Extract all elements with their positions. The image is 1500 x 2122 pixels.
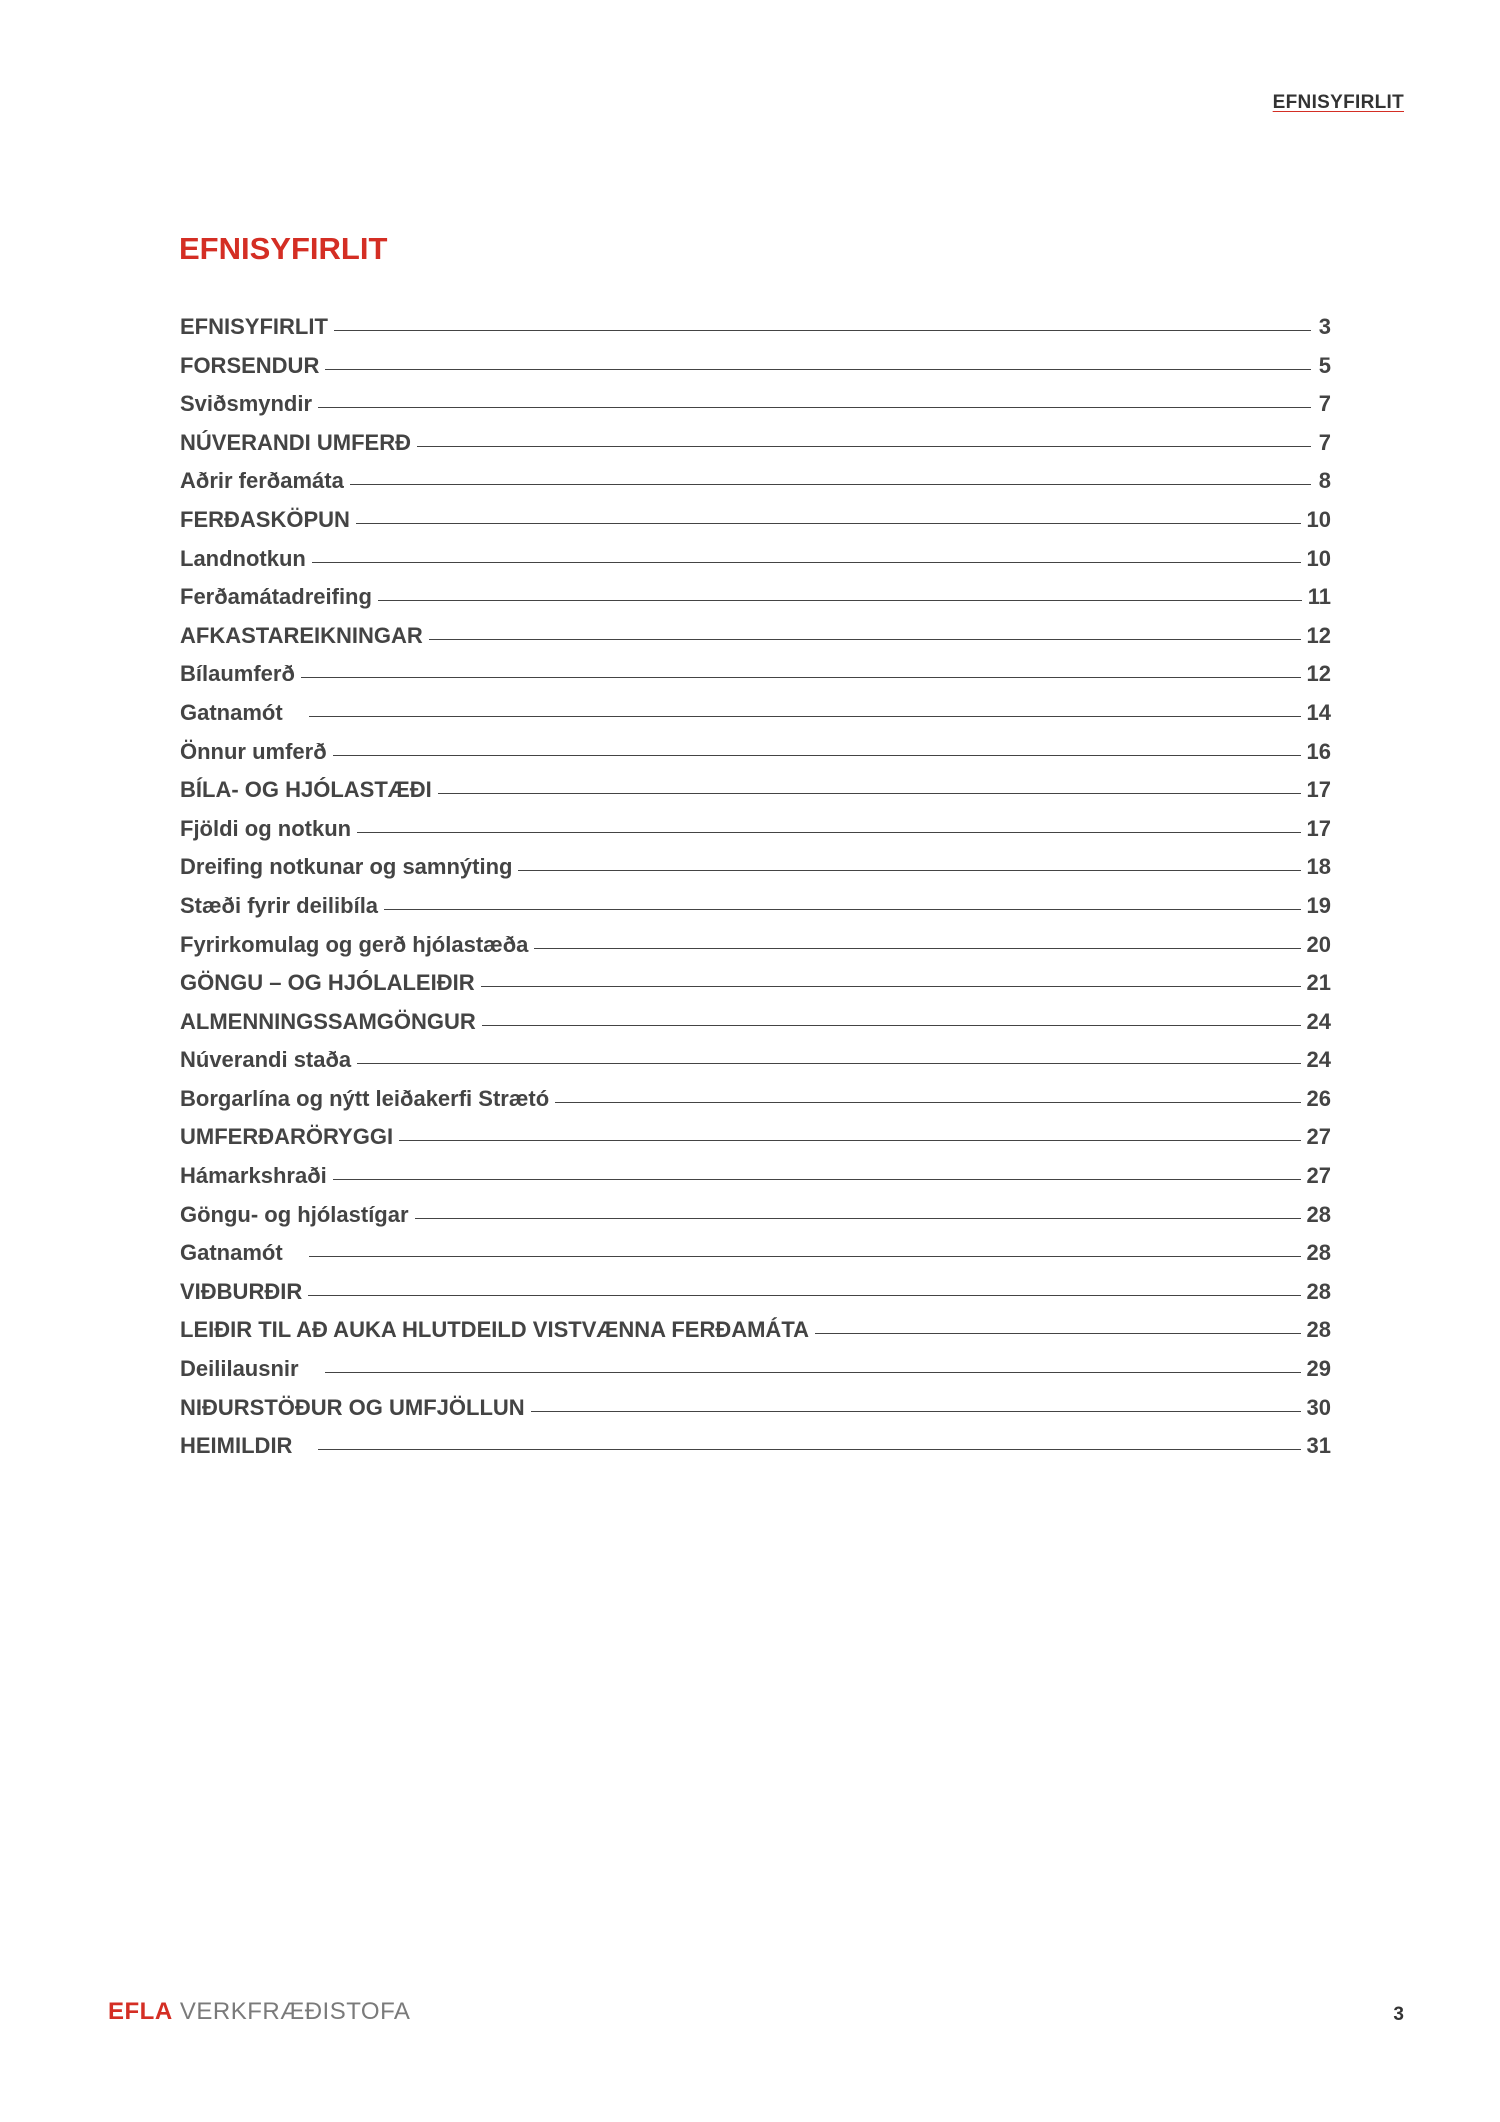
toc-entry-label: Stæði fyrir deilibíla (180, 892, 379, 918)
toc-leader-line (318, 407, 1311, 408)
toc-leader-line (429, 639, 1301, 640)
toc-entry[interactable] (180, 1279, 1331, 1318)
toc-leader-line (333, 755, 1301, 756)
toc-leader-line (301, 677, 1301, 678)
toc-leader-line (325, 1372, 1301, 1373)
toc-entry-label: Fyrirkomulag og gerð hjólastæða (180, 931, 529, 957)
toc-leader-line (309, 1256, 1301, 1257)
toc-entry[interactable] (180, 661, 1331, 700)
toc-entry[interactable] (180, 314, 1331, 353)
toc-entry-page: 7 (1318, 391, 1331, 417)
toc-entry-label: NÚVERANDI UMFERÐ (180, 429, 411, 455)
toc-entry-page: 21 (1306, 970, 1331, 996)
toc-entry-label: Hámarkshraði (180, 1163, 327, 1189)
toc-entry-page: 3 (1318, 314, 1331, 339)
toc-entry-label: Ferðamátadreifing (180, 584, 372, 610)
toc-entry-label: Gatnamót (180, 1240, 283, 1266)
toc-entry-page: 12 (1306, 661, 1331, 687)
table-of-contents (180, 314, 1331, 1472)
toc-entry[interactable] (180, 1433, 1331, 1472)
toc-entry-page: 17 (1306, 815, 1331, 841)
toc-entry[interactable] (180, 777, 1331, 816)
toc-entry-page: 7 (1318, 429, 1331, 455)
toc-entry[interactable] (180, 1240, 1331, 1279)
toc-entry[interactable] (180, 816, 1331, 855)
toc-leader-line (555, 1102, 1300, 1103)
toc-leader-line (438, 793, 1301, 794)
toc-entry-label: Deililausnir (180, 1356, 299, 1382)
logo-company-name: VERKFRÆÐISTOFA (179, 1998, 411, 2025)
toc-entry-page: 14 (1306, 699, 1331, 725)
toc-entry-page: 12 (1306, 622, 1331, 648)
toc-entry[interactable] (180, 1395, 1331, 1434)
toc-entry-page: 10 (1306, 506, 1331, 532)
page-number: 3 (1393, 2004, 1404, 2025)
toc-entry[interactable] (180, 353, 1331, 392)
toc-entry-page: 16 (1306, 738, 1331, 764)
toc-entry-label: ALMENNINGSSAMGÖNGUR (180, 1008, 476, 1034)
toc-entry[interactable] (180, 1356, 1331, 1395)
toc-entry[interactable] (180, 739, 1331, 778)
toc-entry[interactable] (180, 1163, 1331, 1202)
toc-entry[interactable] (180, 430, 1331, 469)
efla-logo (108, 1998, 410, 2026)
toc-entry-label: EFNISYFIRLIT (180, 314, 328, 339)
toc-entry[interactable] (180, 507, 1331, 546)
toc-entry[interactable] (180, 854, 1331, 893)
toc-leader-line (325, 369, 1311, 370)
toc-leader-line (534, 948, 1300, 949)
toc-entry-page: 17 (1306, 777, 1331, 803)
toc-entry-page: 28 (1306, 1240, 1331, 1266)
toc-leader-line (378, 600, 1302, 601)
toc-leader-line (815, 1333, 1301, 1334)
toc-entry[interactable] (180, 584, 1331, 623)
page-title: EFNISYFIRLIT (179, 231, 388, 266)
toc-entry-page: 31 (1306, 1433, 1331, 1459)
toc-entry[interactable] (180, 700, 1331, 739)
running-header: EFNISYFIRLIT (1272, 92, 1404, 113)
toc-entry-label: GÖNGU – OG HJÓLALEIÐIR (180, 970, 475, 996)
toc-leader-line (312, 562, 1301, 563)
toc-entry-label: Fjöldi og notkun (180, 815, 352, 841)
toc-entry-page: 28 (1306, 1201, 1331, 1227)
toc-entry-page: 27 (1306, 1124, 1331, 1150)
toc-leader-line (482, 1025, 1301, 1026)
toc-entry[interactable] (180, 623, 1331, 662)
toc-entry-page: 24 (1306, 1047, 1331, 1073)
toc-leader-line (357, 1063, 1300, 1064)
toc-entry-label: Aðrir ferðamáta (180, 468, 344, 494)
toc-entry-label: Bílaumferð (180, 661, 295, 687)
toc-entry-label: NIÐURSTÖÐUR OG UMFJÖLLUN (180, 1394, 525, 1420)
toc-entry-page: 30 (1306, 1394, 1331, 1420)
toc-entry[interactable] (180, 546, 1331, 585)
toc-entry-page: 8 (1318, 468, 1331, 494)
toc-entry-page: 18 (1306, 854, 1331, 880)
toc-entry-label: UMFERÐARÖRYGGI (180, 1124, 394, 1150)
toc-leader-line (309, 716, 1301, 717)
toc-entry-page: 5 (1318, 352, 1331, 378)
toc-entry-label: Núverandi staða (180, 1047, 352, 1073)
toc-entry-label: Borgarlína og nýtt leiðakerfi Strætó (180, 1085, 550, 1111)
toc-leader-line (350, 484, 1311, 485)
toc-entry[interactable] (180, 1086, 1331, 1125)
toc-leader-line (417, 446, 1311, 447)
logo-brand: EFLA (108, 1998, 173, 2025)
toc-entry[interactable] (180, 970, 1331, 1009)
toc-leader-line (384, 909, 1300, 910)
toc-entry[interactable] (180, 468, 1331, 507)
toc-leader-line (531, 1411, 1301, 1412)
toc-leader-line (334, 330, 1311, 331)
toc-entry-label: Landnotkun (180, 545, 306, 571)
toc-entry[interactable] (180, 1202, 1331, 1241)
toc-leader-line (333, 1179, 1301, 1180)
toc-leader-line (399, 1140, 1300, 1141)
toc-entry-page: 19 (1306, 892, 1331, 918)
toc-entry-label: BÍLA- OG HJÓLASTÆÐI (180, 777, 432, 803)
toc-entry-page: 27 (1306, 1163, 1331, 1189)
toc-entry-page: 11 (1307, 584, 1331, 610)
toc-entry-page: 10 (1306, 545, 1331, 571)
toc-entry-page: 24 (1306, 1008, 1331, 1034)
toc-entry-label: Göngu- og hjólastígar (180, 1201, 409, 1227)
toc-entry-label: AFKASTAREIKNINGAR (180, 622, 423, 648)
toc-entry-page: 26 (1306, 1085, 1331, 1111)
toc-entry-label: LEIÐIR TIL AÐ AUKA HLUTDEILD VISTVÆNNA FERÐAMÁTA (180, 1317, 810, 1343)
toc-entry-label: Sviðsmyndir (180, 391, 313, 417)
toc-entry-label: Önnur umferð (180, 738, 327, 764)
toc-leader-line (318, 1449, 1300, 1450)
toc-entry-label: HEIMILDIR (180, 1433, 293, 1459)
toc-entry[interactable] (180, 932, 1331, 971)
toc-leader-line (481, 986, 1301, 987)
toc-entry-label: Gatnamót (180, 699, 283, 725)
toc-entry-page: 29 (1306, 1356, 1331, 1382)
toc-entry[interactable] (180, 1047, 1331, 1086)
toc-leader-line (518, 870, 1300, 871)
toc-entry[interactable] (180, 1317, 1331, 1356)
toc-entry-page: 20 (1306, 931, 1331, 957)
toc-entry[interactable] (180, 391, 1331, 430)
toc-leader-line (357, 832, 1300, 833)
toc-entry-page: 28 (1306, 1317, 1331, 1343)
toc-leader-line (308, 1295, 1300, 1296)
toc-leader-line (415, 1218, 1301, 1219)
toc-entry[interactable] (180, 1009, 1331, 1048)
toc-leader-line (356, 523, 1301, 524)
toc-entry[interactable] (180, 893, 1331, 932)
toc-entry-page: 28 (1306, 1278, 1331, 1304)
toc-entry-label: FERÐASKÖPUN (180, 506, 350, 532)
toc-entry-label: FORSENDUR (180, 352, 320, 378)
toc-entry-label: Dreifing notkunar og samnýting (180, 854, 513, 880)
toc-entry-label: VIÐBURÐIR (180, 1278, 303, 1304)
toc-entry[interactable] (180, 1124, 1331, 1163)
